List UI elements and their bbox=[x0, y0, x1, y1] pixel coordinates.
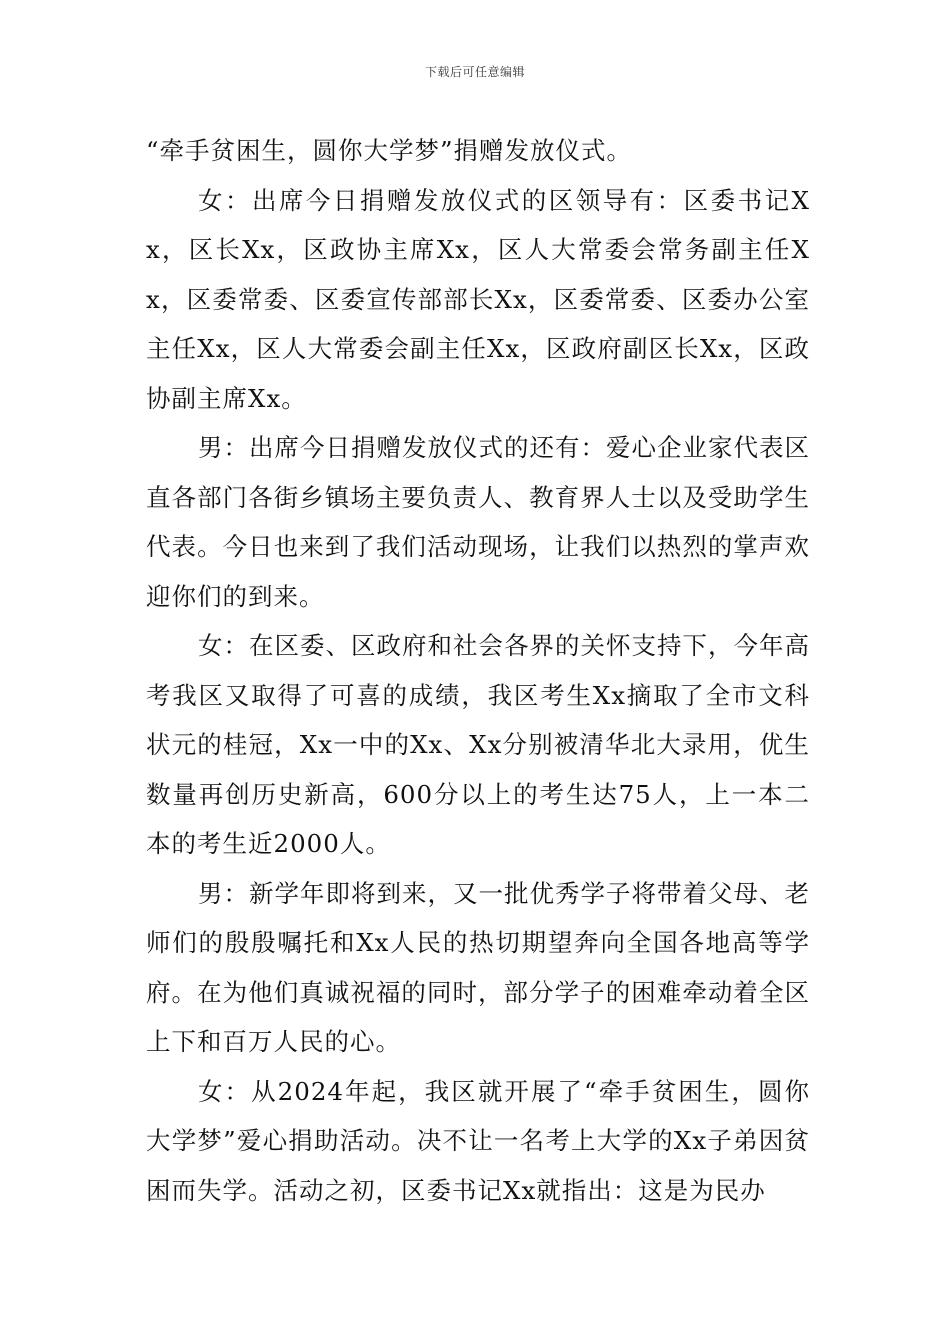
paragraph-exam-results: 女：在区委、区政府和社会各界的关怀支持下，今年高考我区又取得了可喜的成绩，我区考生Xx摘取了全市文科状元的桂冠，Xx一中的Xx、Xx分别被清华北大录用，优生数量再创历史新高，600分以上的考生达75人，上一本二本的考生近2000人。 bbox=[146, 631, 810, 858]
paragraph-new-school-year: 男：新学年即将到来，又一批优秀学子将带着父母、老师们的殷殷嘱托和Xx人民的热切期望奔向全国各地高等学府。在为他们真诚祝福的同时，部分学子的困难牵动着全区上下和百万人民的心。 bbox=[146, 878, 810, 1056]
paragraph-donation-activity: 女：从2024年起，我区就开展了“牵手贫困生，圆你大学梦”爱心捐助活动。决不让一名考上大学的Xx子弟因贫困而失学。活动之初，区委书记Xx就指出：这是为民办 bbox=[146, 1076, 810, 1205]
paragraph-guests-intro: 男：出席今日捐赠发放仪式的还有：爱心企业家代表区直各部门各街乡镇场主要负责人、教育界人士以及受助学生代表。今日也来到了我们活动现场，让我们以热烈的掌声欢迎你们的到来。 bbox=[146, 433, 810, 611]
paragraph-event-title: “牵手贫困生，圆你大学梦”捐赠发放仪式。 bbox=[146, 136, 633, 165]
paragraph-leaders-intro: 女：出席今日捐赠发放仪式的区领导有：区委书记Xx，区长Xx，区政协主席Xx，区人大常委会常务副主任Xx，区委常委、区委宣传部部长Xx，区委常委、区委办公室主任Xx，区人大常委会副主任Xx，区政府副区长Xx，区政协副主席Xx。 bbox=[146, 185, 810, 413]
document-body bbox=[146, 126, 810, 1215]
page-header-note: 下载后可任意编辑 bbox=[424, 65, 525, 79]
